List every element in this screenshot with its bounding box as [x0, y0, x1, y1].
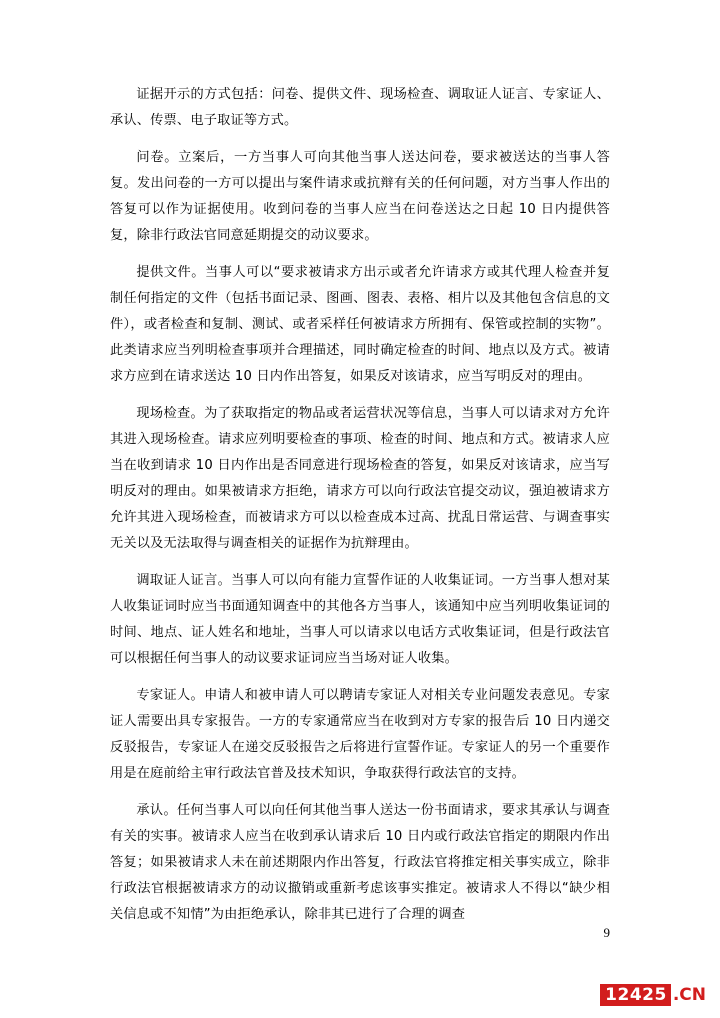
paragraph: 证据开示的方式包括：问卷、提供文件、现场检查、调取证人证言、专家证人、承认、传票、电子取证等方式。: [110, 87, 610, 128]
paragraph: 专家证人。申请人和被申请人可以聘请专家证人对相关专业问题发表意见。专家证人需要出具专家报告。一方的专家通常应当在收到对方专家的报告后 10 日内递交反驳报告，专家证人在递交反驳报告之后将进行宣誓作证。专家证人的另一个重要作用是在庭前给主审行政法官普及技术知识，争取获得行政法官的支持。: [110, 688, 610, 781]
paragraph: 承认。任何当事人可以向任何其他当事人送达一份书面请求，要求其承认与调查有关的实事。被请求人应当在收到承认请求后 10 日内或行政法官指定的期限内作出答复；如果被请求人未在前述期限内作出答复，行政法官将推定相关事实成立，除非行政法官根据被请求方的动议撤销或重新考虑该事实推定。被请求人不得以“缺少相关信息或不知情”为由拒绝承认，除非其已进行了合理的调查: [110, 803, 610, 922]
paragraph: 问卷。立案后，一方当事人可向其他当事人送达问卷，要求被送达的当事人答复。发出问卷的一方可以提出与案件请求或抗辩有关的任何问题，对方当事人作出的答复可以作为证据使用。收到问卷的当事人应当在问卷送达之日起 10 日内提供答复，除非行政法官同意延期提交的动议要求。: [110, 150, 610, 243]
document-body: [110, 82, 610, 939]
paragraph: 调取证人证言。当事人可以向有能力宣誓作证的人收集证词。一方当事人想对某人收集证词时应当书面通知调查中的其他各方当事人，该通知中应当列明收集证词的时间、地点、证人姓名和地址，当事人可以请求以电话方式收集证词，但是行政法官可以根据任何当事人的动议要求证词应当当场对证人收集。: [110, 573, 610, 666]
watermark: [600, 984, 706, 1006]
paragraph: 提供文件。当事人可以“要求被请求方出示或者允许请求方或其代理人检查并复制任何指定的文件（包括书面记录、图画、图表、表格、相片以及其他包含信息的文件），或者检查和复制、测试、或者采样任何被请求方所拥有、保管或控制的实物”。此类请求应当列明检查事项并合理描述，同时确定检查的时间、地点以及方式。被请求方应到在请求送达 10 日内作出答复，如果反对该请求，应当写明反对的理由。: [110, 265, 610, 384]
watermark-tail-text: .CN: [672, 985, 706, 1005]
page-number: 9: [603, 925, 610, 940]
watermark-main-text: 12425: [600, 984, 671, 1006]
paragraph: 现场检查。为了获取指定的物品或者运营状况等信息，当事人可以请求对方允许其进入现场检查。请求应列明要检查的事项、检查的时间、地点和方式。被请求人应当在收到请求 10 日内作出是否同意进行现场检查的答复，如果反对该请求，应当写明反对的理由。如果被请求方拒绝，请求方可以向行政法官提交动议，强迫被请求方允许其进入现场检查，而被请求方可以以检查成本过高、扰乱日常运营、与调查事实无关以及无法取得与调查相关的证据作为抗辩理由。: [110, 406, 610, 551]
